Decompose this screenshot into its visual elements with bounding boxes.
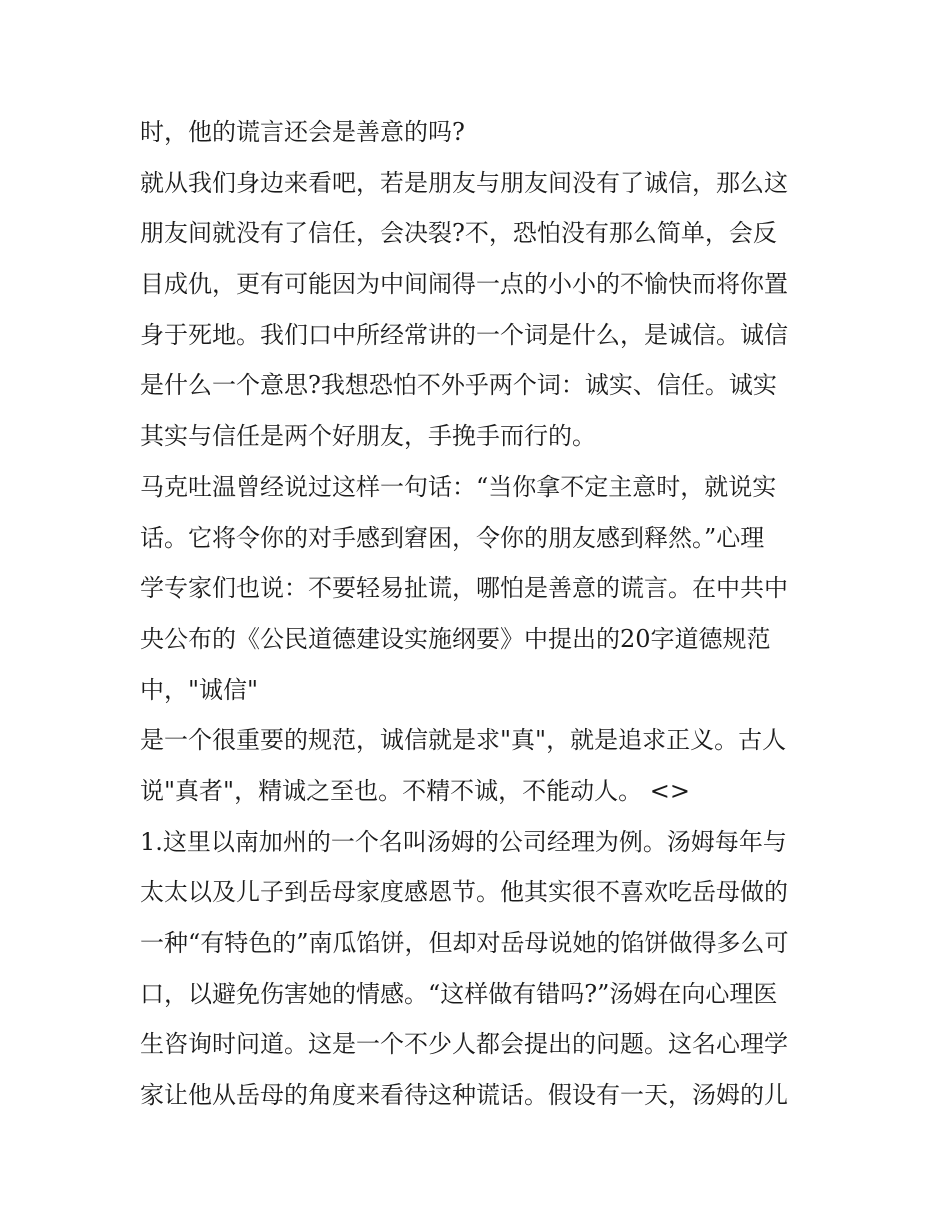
text-line: 太太以及儿子到岳母家度感恩节。他其实很不喜欢吃岳母做的 bbox=[140, 878, 788, 907]
text-line: 目成仇，更有可能因为中间闹得一点的小小的不愉快而将你置 bbox=[140, 270, 788, 299]
text-line: 一种“有特色的”南瓜馅饼，但却对岳母说她的馅饼做得多么可 bbox=[140, 929, 789, 957]
text-line: 家让他从岳母的角度来看待这种谎话。假设有一天，汤姆的儿 bbox=[140, 1081, 788, 1110]
text-line: 中，"诚信" bbox=[140, 675, 259, 704]
text-line: 就从我们身边来看吧，若是朋友与朋友间没有了诚信，那么这 bbox=[140, 168, 788, 197]
text-line: 1.这里以南加州的一个名叫汤姆的公司经理为例。汤姆每年与 bbox=[140, 827, 787, 856]
text-line: 话。它将令你的对手感到窘困，令你的朋友感到释然。”心理 bbox=[140, 523, 765, 552]
text-line: 马克吐温曾经说过这样一句话：“当你拿不定主意时，就说实 bbox=[140, 472, 777, 501]
text-line: 其实与信任是两个好朋友，手挽手而行的。 bbox=[140, 422, 596, 451]
text-line: 生咨询时问道。这是一个不少人都会提出的问题。这名心理学 bbox=[140, 1030, 788, 1059]
text-line: 学专家们也说：不要轻易扯谎，哪怕是善意的谎言。在中共中 bbox=[140, 574, 788, 603]
text-line: 时，他的谎言还会是善意的吗? bbox=[140, 118, 465, 146]
text-line: 朋友间就没有了信任，会决裂?不，恐怕没有那么简单，会反 bbox=[140, 219, 777, 248]
text-line: 央公布的《公民道德建设实施纲要》中提出的20字道德规范 bbox=[140, 624, 771, 653]
text-line: 说"真者"，精诚之至也。不精不诚，不能动人。 <> bbox=[140, 776, 690, 805]
text-line: 是什么一个意思?我想恐怕不外乎两个词：诚实、信任。诚实 bbox=[140, 371, 777, 400]
body-text bbox=[140, 107, 820, 1121]
text-line: 身于死地。我们口中所经常讲的一个词是什么，是诚信。诚信 bbox=[140, 320, 788, 349]
text-line: 口，以避免伤害她的情感。“这样做有错吗?”汤姆在向心理医 bbox=[140, 979, 778, 1008]
text-line: 是一个很重要的规范，诚信就是求"真"，就是追求正义。古人 bbox=[140, 726, 787, 755]
